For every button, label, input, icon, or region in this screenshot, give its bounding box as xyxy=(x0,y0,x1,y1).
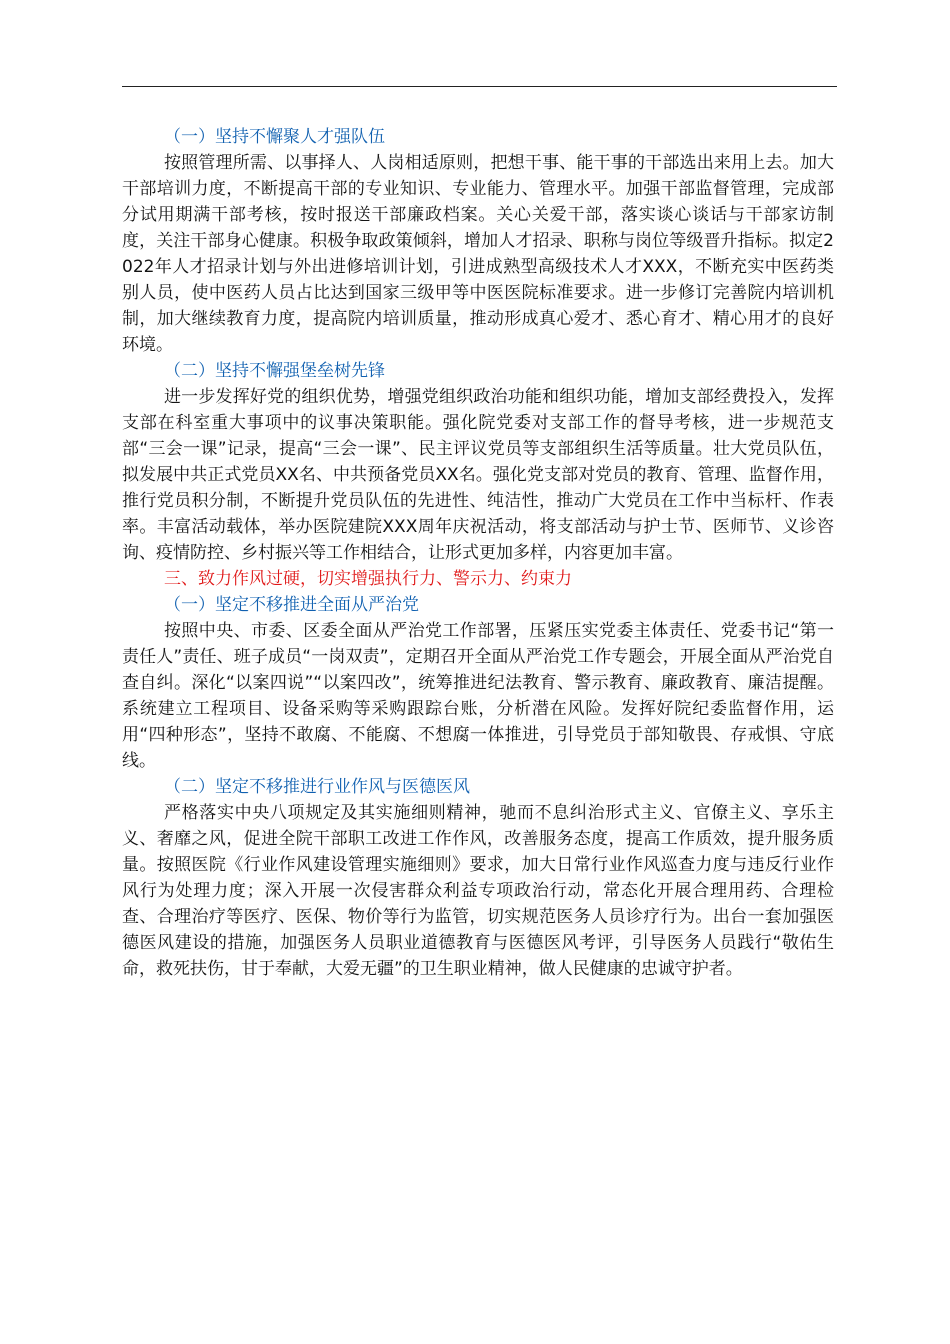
section-heading-party-branch: （二）坚持不懈强堡垒树先锋 xyxy=(164,361,385,381)
paragraph-medical-ethics: 严格落实中央八项规定及其实施细则精神，驰而不息纠治形式主义、官僚主义、享乐主义、奢靡之风，促进全院干部职工改进工作作风，改善服务态度，提高工作质效，提升服务质量。按照医院《行业作风建设管理实施细则》要求，加大日常行业作风巡查力度与违反行业作风行为处理力度；深入开展一次侵害群众利益专项政治行动，常态化开展合理用药、合理检查、合理治疗等医疗、医保、物价等行为监管，切实规范医务人员诊疗行为。出台一套加强医德医风建设的措施，加强医务人员职业道德教育与医德医风考评，引导医务人员践行“敬佑生命，救死扶伤，甘于奉献，大爱无疆”的卫生职业精神，做人民健康的忠诚守护者。 xyxy=(122,803,834,979)
header-rule xyxy=(122,86,837,87)
section-heading-strict-governance: （一）坚定不移推进全面从严治党 xyxy=(164,595,419,615)
paragraph-party-branch: 进一步发挥好党的组织优势，增强党组织政治功能和组织功能，增加支部经费投入，发挥支部在科室重大事项中的议事决策职能。强化院党委对支部工作的督导考核，进一步规范支部“三会一课”记录，提高“三会一课”、民主评议党员等支部组织生活等质量。壮大党员队伍，拟发展中共正式党员XX名、中共预备党员XX名。强化党支部对党员的教育、管理、监督作用，推行党员积分制，不断提升党员队伍的先进性、纯洁性，推动广大党员在工作中当标杆、作表率。丰富活动载体，举办医院建院XXX周年庆祝活动，将支部活动与护士节、医师节、义诊咨询、疫情防控、乡村振兴等工作相结合，让形式更加多样，内容更加丰富。 xyxy=(122,387,834,563)
paragraph-strict-governance: 按照中央、市委、区委全面从严治党工作部署，压紧压实党委主体责任、党委书记“第一责任人”责任、班子成员“一岗双责”，定期召开全面从严治党工作专题会，开展全面从严治党自查自纠。深化“以案四说”“以案四改”，统筹推进纪法教育、警示教育、廉政教育、廉洁提醒。系统建立工程项目、设备采购等采购跟踪台账，分析潜在风险。发挥好院纪委监督作用，运用“四种形态”，坚持不敢腐、不能腐、不想腐一体推进，引导党员于部知敬畏、存戒惧、守底线。 xyxy=(122,621,834,771)
chapter-heading-work-style: 三、致力作风过硬，切实增强执行力、警示力、约束力 xyxy=(164,569,572,589)
section-heading-medical-ethics: （二）坚定不移推进行业作风与医德医风 xyxy=(164,777,470,797)
paragraph-talent: 按照管理所需、以事择人、人岗相适原则，把想干事、能干事的干部选出来用上去。加大干部培训力度，不断提高干部的专业知识、专业能力、管理水平。加强干部监督管理，完成部分试用期满干部考核，按时报送干部廉政档案。关心关爱干部，落实谈心谈话与干部家访制度，关注干部身心健康。积极争取政策倾斜，增加人才招录、职称与岗位等级晋升指标。拟定2022年人才招录计划与外出进修培训计划，引进成熟型高级技术人才XXX，不断充实中医药类别人员，使中医药人员占比达到国家三级甲等中医医院标准要求。进一步修订完善院内培训机制，加大继续教育力度，提高院内培训质量，推动形成真心爱才、悉心育才、精心用才的良好环境。 xyxy=(122,153,834,355)
document-body xyxy=(122,124,834,982)
section-heading-talent: （一）坚持不懈聚人才强队伍 xyxy=(164,127,385,147)
